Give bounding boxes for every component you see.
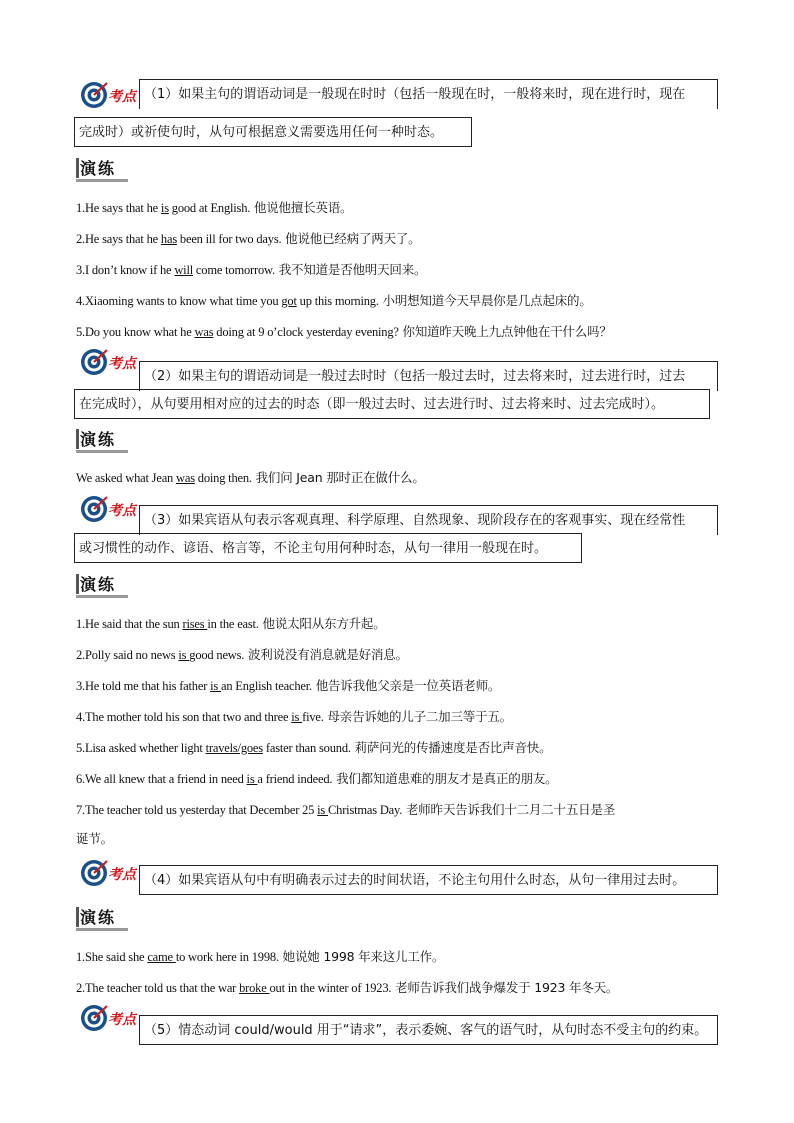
target-icon — [80, 1003, 110, 1033]
example-line: 3.He told me that his father is an English teacher. 他告诉我他父亲是一位英语老师。 — [76, 678, 501, 693]
rule-line: （1）如果主句的谓语动词是一般现在时时（包括一般现在时，一般将来时，现在进行时，现在 — [139, 79, 718, 109]
rule-line: （2）如果主句的谓语动词是一般过去时时（包括一般过去时，过去将来时，过去进行时，过去 — [139, 361, 718, 391]
example-line: 2.The teacher told us that the war broke out in the winter of 1923. 老师告诉我们战争爆发于 1923 年冬天。 — [76, 980, 619, 995]
kaodian-marker-2 — [80, 347, 140, 381]
example-line: We asked what Jean was doing then. 我们问 Jean 那时正在做什么。 — [76, 470, 425, 485]
rule-line: （5）情态动词 could/would 用于“请求”，表示委婉、客气的语气时，从句时态不受主句的约束。 — [139, 1015, 718, 1045]
example-line: 1.She said she came to work here in 1998. 她说她 1998 年来这儿工作。 — [76, 949, 445, 964]
yanlian-label: 演练 — [80, 430, 117, 449]
kaodian-marker-3 — [80, 494, 140, 528]
example-line: 3.I don’t know if he will come tomorrow. 我不知道是否他明天回来。 — [76, 262, 427, 277]
yanlian-marker-1 — [76, 155, 126, 181]
rule-line: （3）如果宾语从句表示客观真理、科学原理、自然现象、现阶段存在的客观事实、现在经常性 — [139, 505, 718, 535]
target-icon — [80, 494, 110, 524]
target-icon — [80, 347, 110, 377]
example-line: 4.The mother told his son that two and three is five. 母亲告诉她的儿子二加三等于五。 — [76, 709, 512, 724]
example-line: 4.Xiaoming wants to know what time you got up this morning. 小明想知道今天早晨你是几点起床的。 — [76, 293, 592, 308]
example-line: 1.He said that the sun rises in the east. 他说太阳从东方升起。 — [76, 616, 386, 631]
kaodian-marker-4 — [80, 858, 140, 892]
yanlian-label: 演练 — [80, 159, 117, 178]
rule-line: 完成时）或祈使句时，从句可根据意义需要选用任何一种时态。 — [74, 117, 472, 147]
kaodian-label: 考点 — [108, 89, 136, 105]
kaodian-label: 考点 — [108, 1012, 136, 1028]
example-line: 5.Lisa asked whether light travels/goes faster than sound. 莉萨问光的传播速度是否比声音快。 — [76, 740, 552, 755]
yanlian-label: 演练 — [80, 575, 117, 594]
rule-line: 在完成时），从句要用相对应的过去的时态（即一般过去时、过去进行时、过去将来时、过去完成时）。 — [74, 389, 710, 419]
kaodian-label: 考点 — [108, 503, 136, 519]
example-line: 2.He says that he has been ill for two days. 他说他已经病了两天了。 — [76, 231, 421, 246]
yanlian-marker-3 — [76, 571, 126, 597]
target-icon — [80, 80, 110, 110]
rule-line: 或习惯性的动作、谚语、格言等，不论主句用何种时态，从句一律用一般现在时。 — [74, 533, 582, 563]
yanlian-marker-4 — [76, 904, 126, 930]
kaodian-marker-1 — [80, 80, 140, 114]
example-line: 6.We all knew that a friend in need is a friend indeed. 我们都知道患难的朋友才是真正的朋友。 — [76, 771, 558, 786]
kaodian-marker-5 — [80, 1003, 140, 1037]
rule-line: （4）如果宾语从句中有明确表示过去的时间状语，不论主句用什么时态，从句一律用过去时。 — [139, 865, 718, 895]
target-icon — [80, 858, 110, 888]
example-line: 5.Do you know what he was doing at 9 o’clock yesterday evening? 你知道昨天晚上九点钟他在干什么吗？ — [76, 324, 612, 339]
kaodian-label: 考点 — [108, 356, 136, 372]
example-line: 1.He says that he is good at English. 他说他擅长英语。 — [76, 200, 353, 215]
example-line: 7.The teacher told us yesterday that December 25 is Christmas Day. 老师昨天告诉我们十二月二十五日是圣 — [76, 802, 616, 817]
yanlian-marker-2 — [76, 426, 126, 452]
example-line: 2.Polly said no news is good news. 波利说没有消息就是好消息。 — [76, 647, 408, 662]
kaodian-label: 考点 — [108, 867, 136, 883]
yanlian-label: 演练 — [80, 908, 117, 927]
example-line: 诞节。 — [76, 831, 113, 846]
